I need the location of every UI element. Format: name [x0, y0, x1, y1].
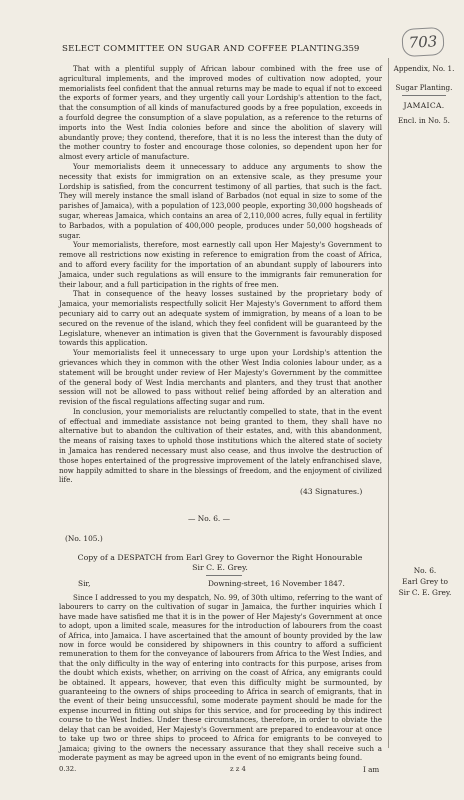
print-number: 0.32. — [59, 765, 77, 773]
memorial-paragraph: Your memorialists, therefore, most earnestly call upon Her Majesty's Government to remove all restrictions now existing in reference to emigration from the coast of Africa, and to afford every facility for the importation of an abundant supply of labourers into Jamaica, under such regulations as will ensure to the immigrants fair remuneration for their labour, and a full participation in the rights of free men. — [59, 240, 382, 289]
memorial-paragraph: That with a plentiful supply of African labour combined with the free use of agricultural implements, and the improved modes of cultivation now adopted, your memorialists feel confident that the annual returns may be made to equal if not to exceed the exports of former years, and they urgently call your Lordship's attention to the fact, that the consumption of all kinds of manufactured goods by a free population, exceeds in a fourfold degree the consumption of a slave population, as a reference to the returns of imports into the West India colonies before and since the abolition of slavery will abundantly prove; they contend, therefore, that it is no less the interest than the duty of the mother country to foster and encourage those colonies, so dependent upon her for almost every article of manufacture. — [59, 64, 382, 162]
salutation: Sir, — [78, 579, 91, 588]
margin-despatch-ref-line: No. 6. — [413, 566, 437, 575]
heading-rule — [206, 575, 242, 576]
header-title: SELECT COMMITTEE ON SUGAR AND COFFEE PLANTING. — [62, 44, 345, 54]
margin-despatch-ref-line: Earl Grey to — [402, 577, 448, 586]
signatures-note: (43 Signatures.) — [300, 487, 363, 496]
handwritten-folio-number: 703 — [401, 27, 444, 57]
margin-subject: Sugar Planting. — [395, 83, 453, 92]
despatch-text — [59, 593, 382, 762]
margin-enclosure: Encl. in No. 5. — [398, 116, 450, 125]
memorial-paragraph: Your memorialists deem it unnecessary to adduce any arguments to show the necessity that exists for immigration on an extensive scale, as they presume your Lordship is satisfied, from the concurrent testimony of all parties, that such is the fact. They will merely instance the small island of Barbados (not equal in size to some of the parishes of Jamaica), with a population of 123,000 people, exporting 30,000 hogsheads of sugar, whereas Jamaica, which contains an area of 2,110,000 acres, fully equal in fertility to Barbados, with a population of 400,000 people, produces under 50,000 hogsheads of sugar. — [59, 161, 382, 240]
memorial-paragraph: That in consequence of the heavy losses sustained by the proprietary body of Jamaica, your memorialists respectfully solicit Her Majesty's Government to afford them pecuniary aid to carry out an adequate system of immigration, by means of a loan to be secured on the revenue of the island, which they feel confident will be guaranteed by the Legislature, whenever an intimation is given that the Government is favourably disposed towards this application. — [59, 289, 382, 348]
memorial-paragraph: Your memorialists feel it unnecessary to urge upon your Lordship's attention the grievances which they in common with the other West India colonies labour under, as a statement will be brought under review of Her Majesty's Government by the committee of the general body of West India merchants and planters, and they trust that another session will not be allowed to pass without relief being afforded by an alteration and revision of the fiscal regulations affecting sugar and rum. — [59, 348, 382, 407]
margin-divider — [388, 58, 389, 748]
margin-rule — [402, 95, 446, 96]
margin-colony: JAMAICA. — [403, 101, 445, 110]
despatch-heading — [60, 553, 380, 573]
running-header — [0, 44, 464, 58]
despatch-heading-line1: Copy of a DESPATCH from Earl Grey to Governor the Right Honourable — [77, 553, 363, 562]
place-date: Downing-street, 16 November 1847. — [208, 579, 345, 588]
signature-mark: z z 4 — [230, 765, 246, 773]
despatch-paragraph: Since I addressed to you my despatch, No. 99, of 30th ultimo, referring to the want of labourers to carry on the cultivation of sugar in Jamaica, the further inquiries which I have made have satisfied me that it is in the power of Her Majesty's Government at once to adopt, upon a limited scale, measures for the introduction of labourers from the coast of Africa, into Jamaica. I have ascertained that the amount of bounty provided by the law now in force would be considered by shipowners in this country to afford a sufficient remuneration to them for the conveyance of labourers from Africa to the West Indies, and that the only difficulty in the way of entering into contracts for this purpose, arises from the doubt which exists, whether, on arriving on the coast of Africa, any emigrants could be obtained. It appears, however, that even this difficulty might be surmounted, by guaranteeing to the owners of ships proceeding to Africa in search of emigrants, that in the event of their being unsuccessful, some moderate payment should be made for the expense incurred in fitting out ships for this service, and for proceeding by this indirect course to the West Indies. Under these circumstances, therefore, in order to obviate the delay that can be avoided, Her Majesty's Government are prepared to endeavour at once to take up two or three ships to proceed to Africa for emigrants to be conveyed to Jamaica; giving to the owners the necessary assurance that they shall receive such a moderate payment as may be agreed upon in the event of no emigrants being found. — [59, 593, 382, 762]
margin-despatch-ref — [396, 565, 454, 598]
despatch-heading-line2: Sir C. E. Grey. — [192, 563, 248, 572]
page-number: 359 — [343, 44, 360, 54]
margin-despatch-ref-line: Sir C. E. Grey. — [398, 588, 452, 597]
memorial-text — [59, 64, 382, 485]
margin-appendix: Appendix, No. 1. — [393, 64, 455, 73]
section-separator: — No. 6. — — [188, 514, 231, 523]
catchword: I am — [363, 765, 380, 774]
document-number: (No. 105.) — [65, 534, 103, 543]
memorial-paragraph: In conclusion, your memorialists are reluctantly compelled to state, that in the event of effectual and immediate assistance not being granted to them, they shall have no alternative but to abandon the cultivation of their estates, and, with this abandonment, the means of raising taxes to uphold those institutions which the altered state of society in Jamaica has rendered necessary must also cease, and thus involve the destruction of those hopes entertained of the progressive improvement of the lately enfranchised slave, now happily admitted to share in the blessings of freedom, and the enjoyment of civilized life. — [59, 406, 382, 485]
